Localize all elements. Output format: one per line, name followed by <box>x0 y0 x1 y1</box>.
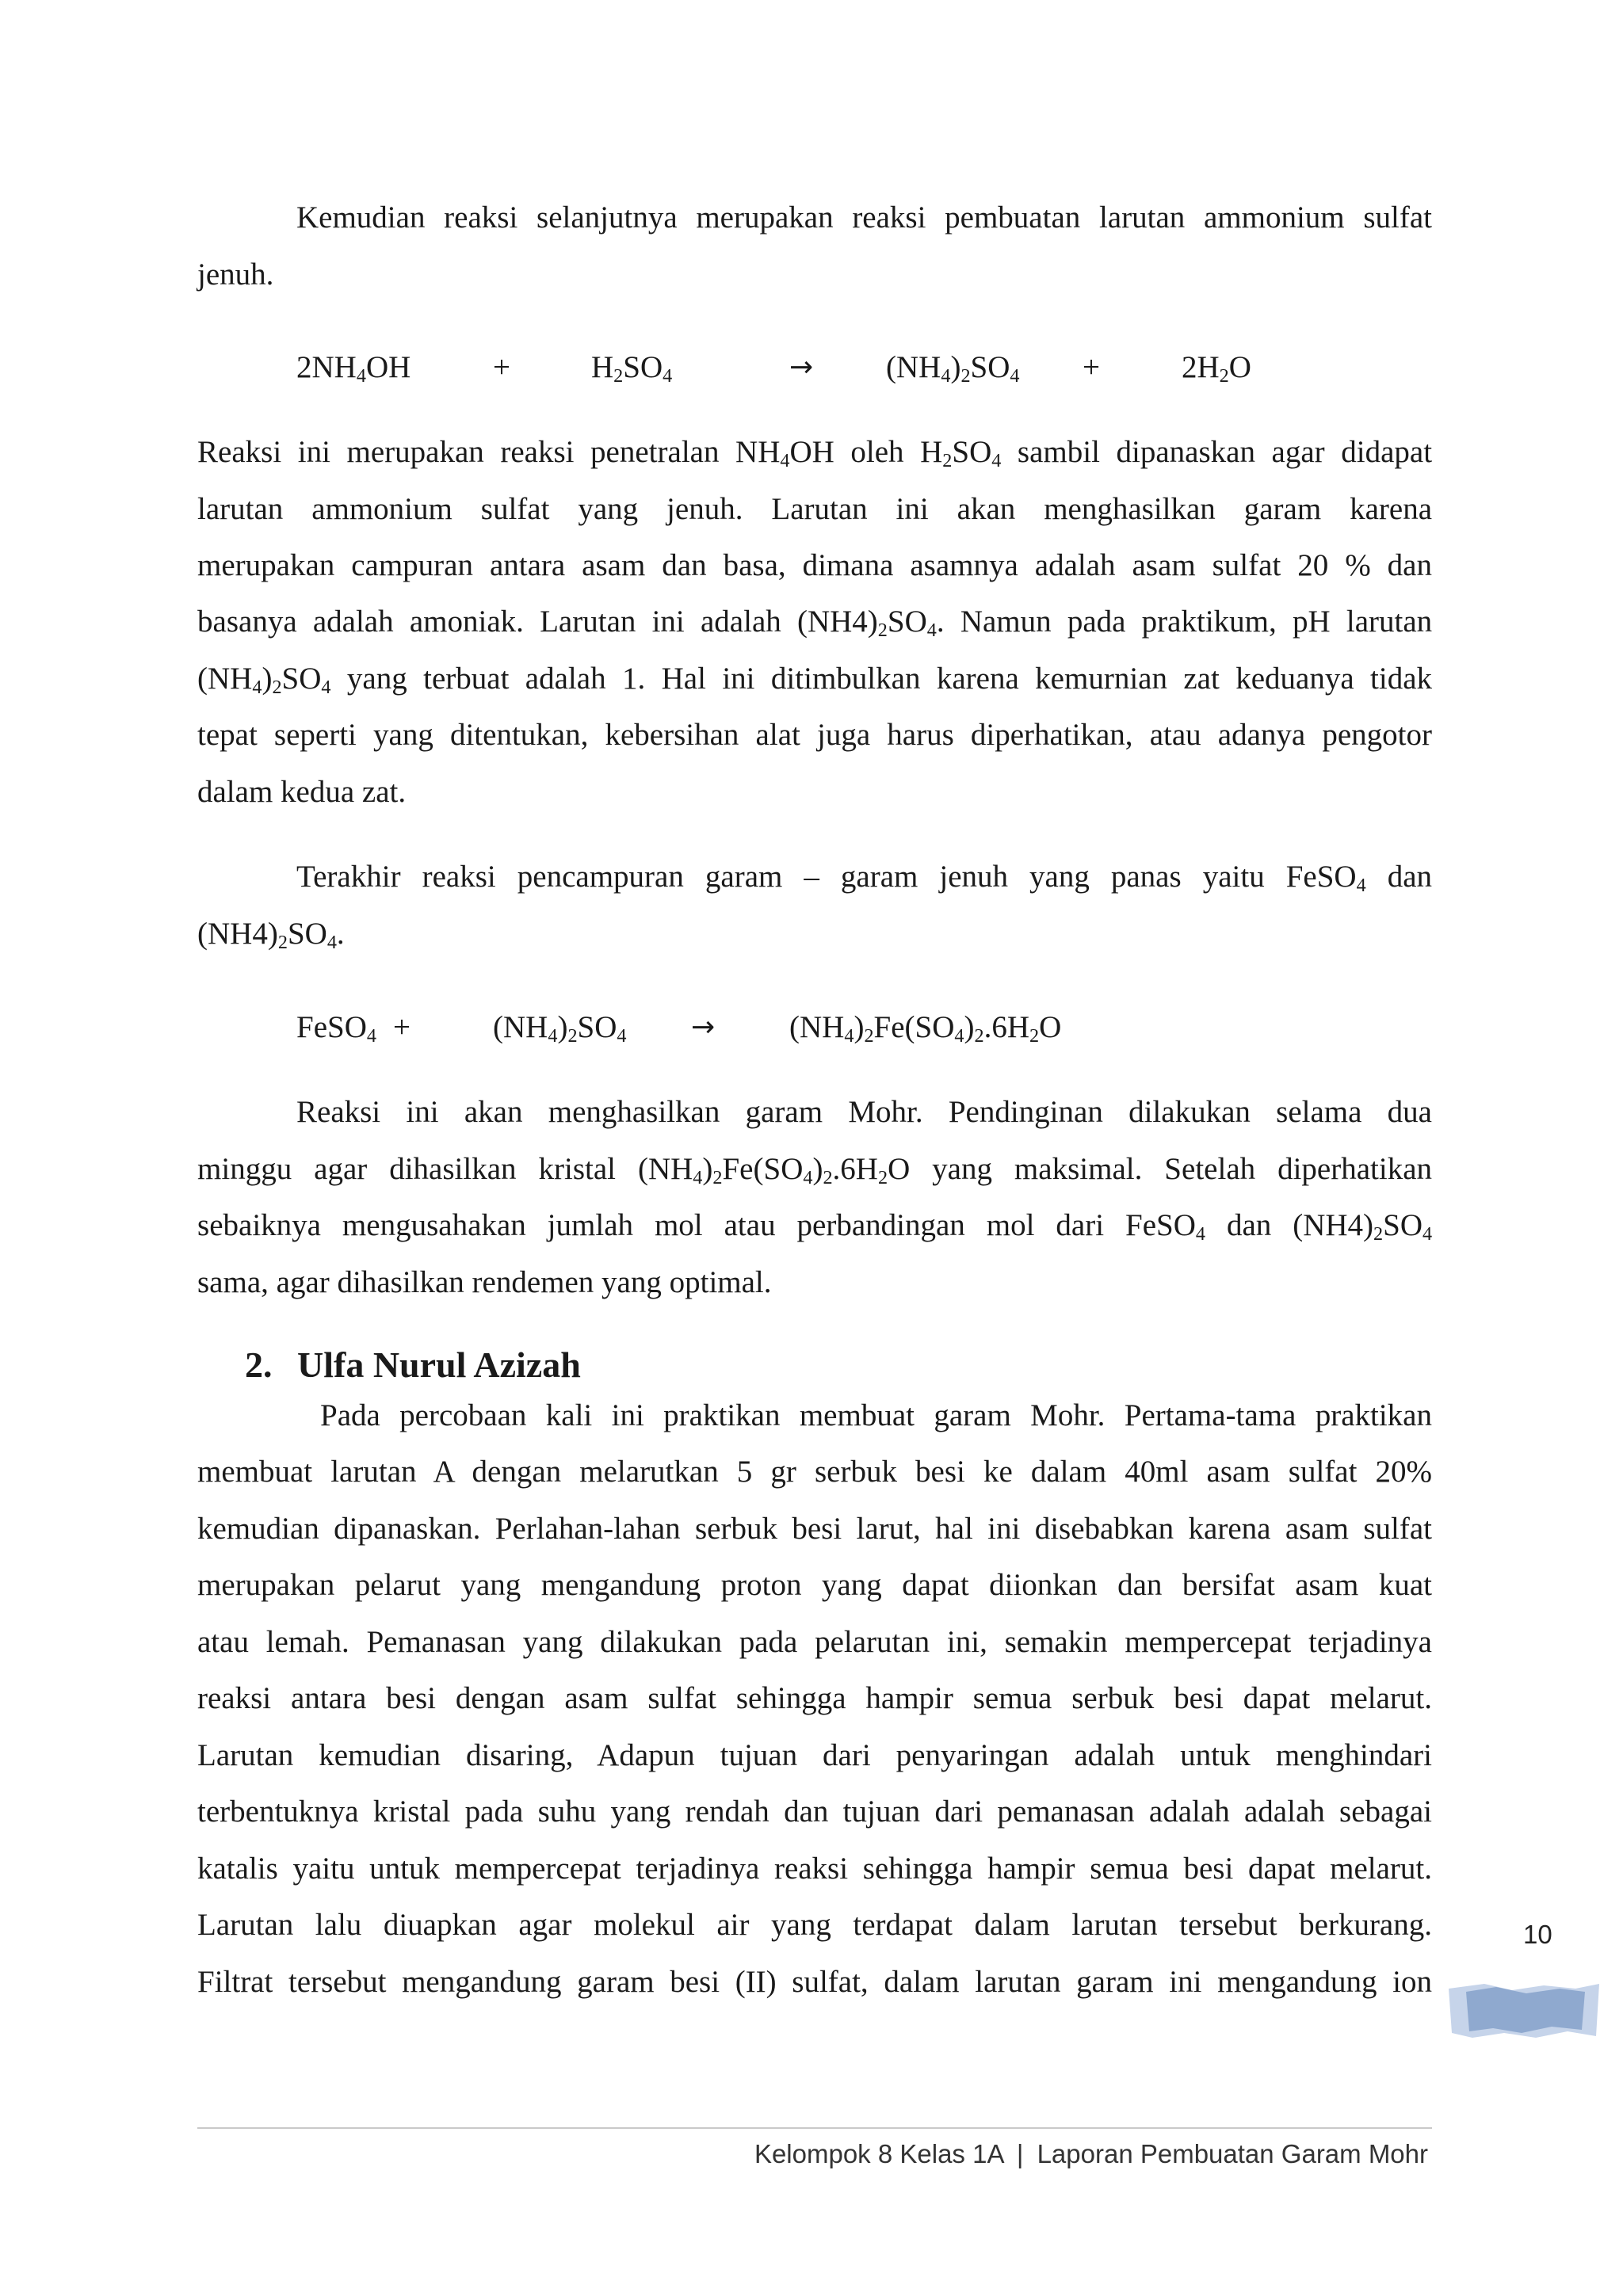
section-number: 2. <box>245 1344 273 1385</box>
equation-1-reactant-2: $H_2SO_4$ <box>591 350 673 387</box>
equation-1-reactant-1: $2NH_4OH$ <box>296 350 411 387</box>
paragraph-5-line-10: Larutan lalu diuapkan agar molekul air yang terdapat dalam larutan tersebut berkurang. <box>197 1908 1432 1942</box>
footer <box>754 2139 1428 2169</box>
paragraph-5-line-3: kemudian dipanaskan. Perlahan-lahan serbuk besi larut, hal ini disebabkan karena asam sulfat <box>197 1512 1432 1546</box>
paragraph-5-line-8: terbentuknya kristal pada suhu yang rendah dan tujuan dari pemanasan adalah adalah sebagai <box>197 1794 1432 1829</box>
equation-1-product-1: $(NH_4)_2SO_4$ <box>886 350 1020 387</box>
page-ribbon-decoration <box>1449 1981 1599 2040</box>
paragraph-2-line-5: $(NH_4)_2SO_4$ yang terbuat adalah 1. Hal ini ditimbulkan karena kemurnian zat keduanya tidak <box>197 662 1433 699</box>
equation-1-product-2: $2H_2O$ <box>1182 350 1251 387</box>
section-heading <box>245 1344 581 1385</box>
paragraph-3-line-1: Terakhir reaksi pencampuran garam – garam jenuh yang panas yaitu FeSO$_4$ dan <box>296 860 1433 897</box>
equation-1-plus-2: + <box>1083 350 1100 384</box>
section-title: Ulfa Nurul Azizah <box>297 1344 581 1385</box>
paragraph-4-line-2: minggu agar dihasilkan kristal $(NH_4)_2Fe(SO_4)_2.6H_2O$ yang maksimal. Setelah diperhatikan <box>197 1152 1433 1189</box>
paragraph-5-line-9: katalis yaitu untuk mempercepat terjadinya reaksi sehingga hampir semua besi dapat melarut. <box>197 1852 1432 1886</box>
paragraph-2-line-3: merupakan campuran antara asam dan basa, dimana asamnya adalah asam sulfat 20 % dan <box>197 548 1432 582</box>
paragraph-5-line-7: Larutan kemudian disaring, Adapun tujuan dari penyaringan adalah untuk menghindari <box>197 1738 1432 1772</box>
paragraph-1-line-2: jenuh. <box>197 257 274 292</box>
paragraph-5-line-11: Filtrat tersebut mengandung garam besi (II) sulfat, dalam larutan garam ini mengandung ion <box>197 1965 1432 1999</box>
paragraph-2-line-2: larutan ammonium sulfat yang jenuh. Larutan ini akan menghasilkan garam karena <box>197 492 1432 526</box>
equation-1-plus-1: + <box>493 350 510 384</box>
footer-title: Laporan Pembuatan Garam Mohr <box>1037 2139 1428 2168</box>
equation-2-reactant-2: $(NH_4)_2SO_4$ <box>493 1010 627 1047</box>
paragraph-4-line-3: sebaiknya mengusahakan jumlah mol atau perbandingan mol dari FeSO$_4$ dan $(NH4)_2SO_4$ <box>197 1208 1433 1245</box>
paragraph-4-line-1: Reaksi ini akan menghasilkan garam Mohr. Pendinginan dilakukan selama dua <box>296 1095 1432 1129</box>
equation-2-plus: + <box>393 1010 411 1044</box>
page-number: 10 <box>1523 1920 1552 1949</box>
paragraph-2-line-6: tepat seperti yang ditentukan, kebersihan alat juga harus diperhatikan, atau adanya pengotor <box>197 718 1432 752</box>
reaction-arrow-icon: → <box>691 1011 716 1043</box>
reaction-arrow-icon: → <box>789 351 814 383</box>
paragraph-5-line-4: merupakan pelarut yang mengandung proton yang dapat diionkan dan bersifat asam kuat <box>197 1568 1432 1602</box>
paragraph-5-line-6: reaksi antara besi dengan asam sulfat sehingga hampir semua serbuk besi dapat melarut. <box>197 1681 1432 1715</box>
paragraph-1-line-1: Kemudian reaksi selanjutnya merupakan reaksi pembuatan larutan ammonium sulfat <box>296 200 1432 235</box>
footer-divider <box>197 2127 1432 2129</box>
paragraph-3-line-2: $(NH4)_2SO_4$. <box>197 917 345 954</box>
equation-2-product: $(NH_4)_2Fe(SO_4)_2.6H_2O$ <box>789 1010 1062 1047</box>
footer-separator: | <box>1016 2139 1024 2168</box>
paragraph-5-line-1: Pada percobaan kali ini praktikan membuat garam Mohr. Pertama-tama praktikan <box>320 1398 1432 1432</box>
paragraph-5-line-5: atau lemah. Pemanasan yang dilakukan pada pelarutan ini, semakin mempercepat terjadinya <box>197 1625 1432 1659</box>
paragraph-5-line-2: membuat larutan A dengan melarutkan 5 gr serbuk besi ke dalam 40ml asam sulfat 20% <box>197 1455 1432 1489</box>
paragraph-2-line-4: basanya adalah amoniak. Larutan ini adalah $(NH4)_2SO_4$. Namun pada praktikum, pH larutan <box>197 605 1433 642</box>
paragraph-2-line-1: Reaksi ini merupakan reaksi penetralan $NH_4OH$ oleh $H_2SO_4$ sambil dipanaskan agar didapat <box>197 435 1433 472</box>
paragraph-4-line-4: sama, agar dihasilkan rendemen yang optimal. <box>197 1265 772 1299</box>
footer-group: Kelompok 8 Kelas 1A <box>754 2139 1003 2168</box>
equation-2-reactant-1: FeSO$_4$ <box>296 1010 376 1047</box>
paragraph-2-line-7: dalam kedua zat. <box>197 775 407 809</box>
